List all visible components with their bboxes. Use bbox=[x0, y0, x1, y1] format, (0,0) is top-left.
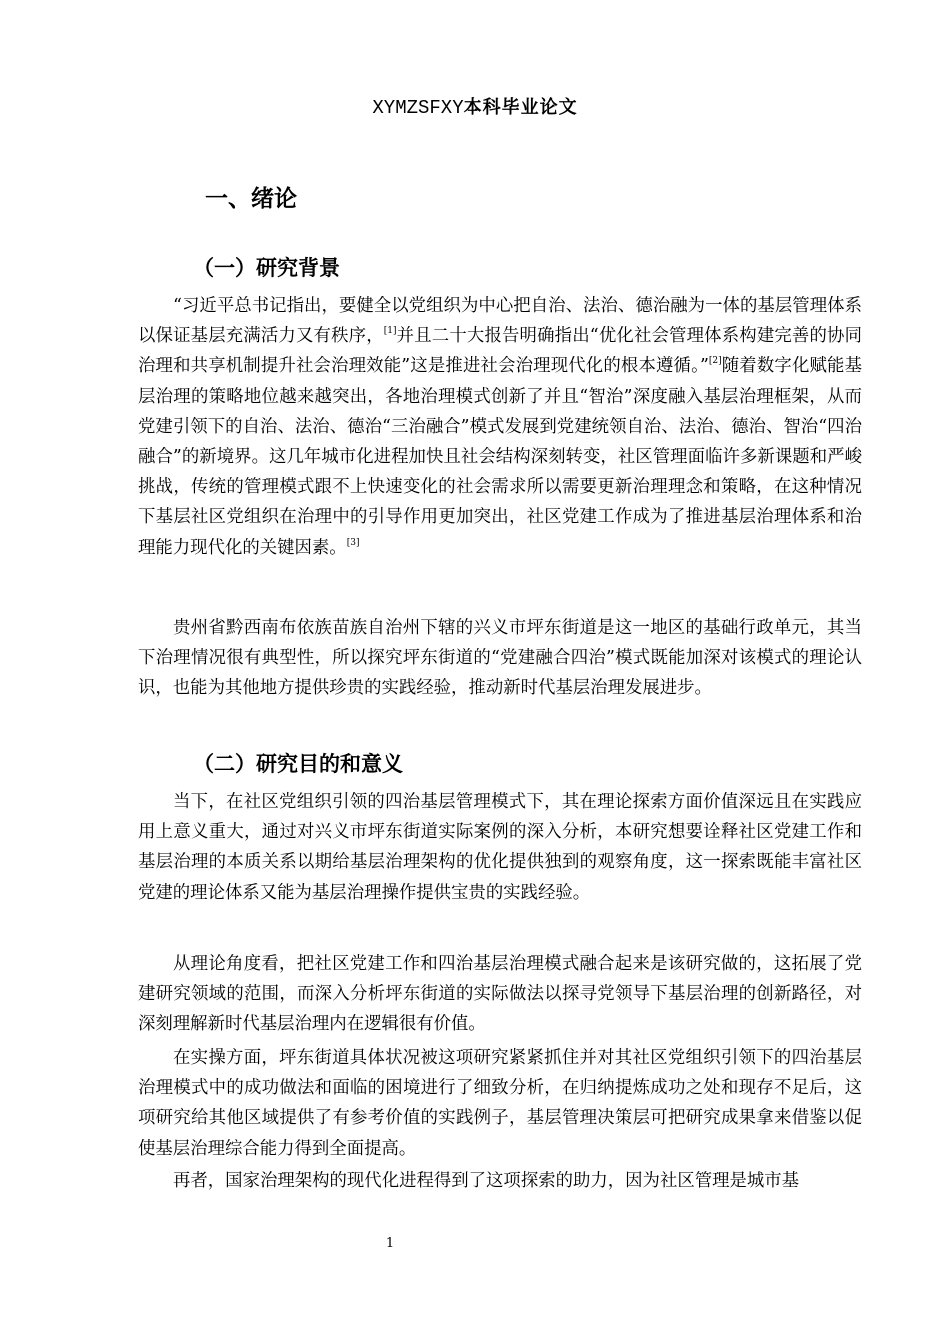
citation-ref-2: [2] bbox=[708, 356, 722, 367]
citation-ref-1: [1] bbox=[383, 326, 397, 337]
paragraph-text: 随着数字化赋能基层治理的策略地位越来越突出，各地治理模式创新了并且“智治”深度融入基层治理框架，从而党建引领下的自治、法治、德治“三治融合”模式发展到党建统领自治、法治、德治、智治“四治融合”的新境界。这几年城市化进程加快且社会结构深刻转变，社区管理面临许多新课题和严峻挑战，传统的管理模式跟不上快速变化的社会需求所以需要更新治理理念和策略，在这种情况下基层社区党组织在治理中的引导作用更加突出，社区党建工作成为了推进基层治理体系和治理能力现代化的关键因素。 bbox=[138, 356, 862, 558]
paragraph-purpose-2: 从理论角度看，把社区党建工作和四治基层治理模式融合起来是该研究做的，这拓展了党建研究领域的范围，而深入分析坪东街道的实际做法以探寻党领导下基层治理的创新路径，对深刻理解新时代基层治理内在逻辑很有价值。 bbox=[138, 954, 862, 1035]
paragraph-purpose-1: 当下，在社区党组织引领的四治基层管理模式下，其在理论探索方面价值深远且在实践应用上意义重大，通过对兴义市坪东街道实际案例的深入分析，本研究想要诠释社区党建工作和基层治理的本质关系以期给基层治理架构的优化提供独到的观察角度，这一探索既能丰富社区党建的理论体系又能为基层治理操作提供宝贵的实践经验。 bbox=[138, 792, 862, 903]
subsection-heading-background: （一）研究背景 bbox=[193, 256, 340, 280]
paragraph-purpose-3: 在实操方面，坪东街道具体状况被这项研究紧紧抓住并对其社区党组织引领下的四治基层治理模式中的成功做法和面临的困境进行了细致分析，在归纳提炼成功之处和现存不足后，这项研究给其他区域提供了有参考价值的实践例子，基层管理决策层可把研究成果拿来借鉴以促使基层治理综合能力得到全面提高。 bbox=[138, 1048, 862, 1159]
page-header bbox=[0, 95, 950, 120]
subsection-heading-purpose: （二）研究目的和意义 bbox=[193, 752, 403, 776]
header-document-type: 本科毕业论文 bbox=[463, 97, 578, 118]
paragraph-background-2: 贵州省黔西南布依族苗族自治州下辖的兴义市坪东街道是这一地区的基础行政单元，其当下治理情况很有典型性，所以探究坪东街道的“党建融合四治”模式既能加深对该模式的理论认识，也能为其他地方提供珍贵的实践经验，推动新时代基层治理发展进步。 bbox=[138, 618, 862, 699]
paragraph-background-1 bbox=[138, 291, 862, 563]
paragraph-text: 并且二十大报告明确指出“优化社会管理体系构建完善的协同治理和共享机制提升社会治理效能”这是推进社会治理现代化的根本遵循。” bbox=[138, 326, 862, 377]
header-school-code: XYMZSFXY bbox=[372, 97, 464, 119]
page-number: 1 bbox=[385, 1236, 395, 1251]
section-heading-introduction: 一、绪论 bbox=[205, 186, 297, 212]
paragraph-purpose-4: 再者，国家治理架构的现代化进程得到了这项探索的助力，因为社区管理是城市基 bbox=[173, 1171, 800, 1191]
paragraph-text: “习近平总书记指出，要健全以党组织为中心把自治、法治、德治融为一体的基层管理体系以保证基层充满活力又有秩序， bbox=[138, 296, 862, 347]
citation-ref-3: [3] bbox=[346, 537, 360, 548]
